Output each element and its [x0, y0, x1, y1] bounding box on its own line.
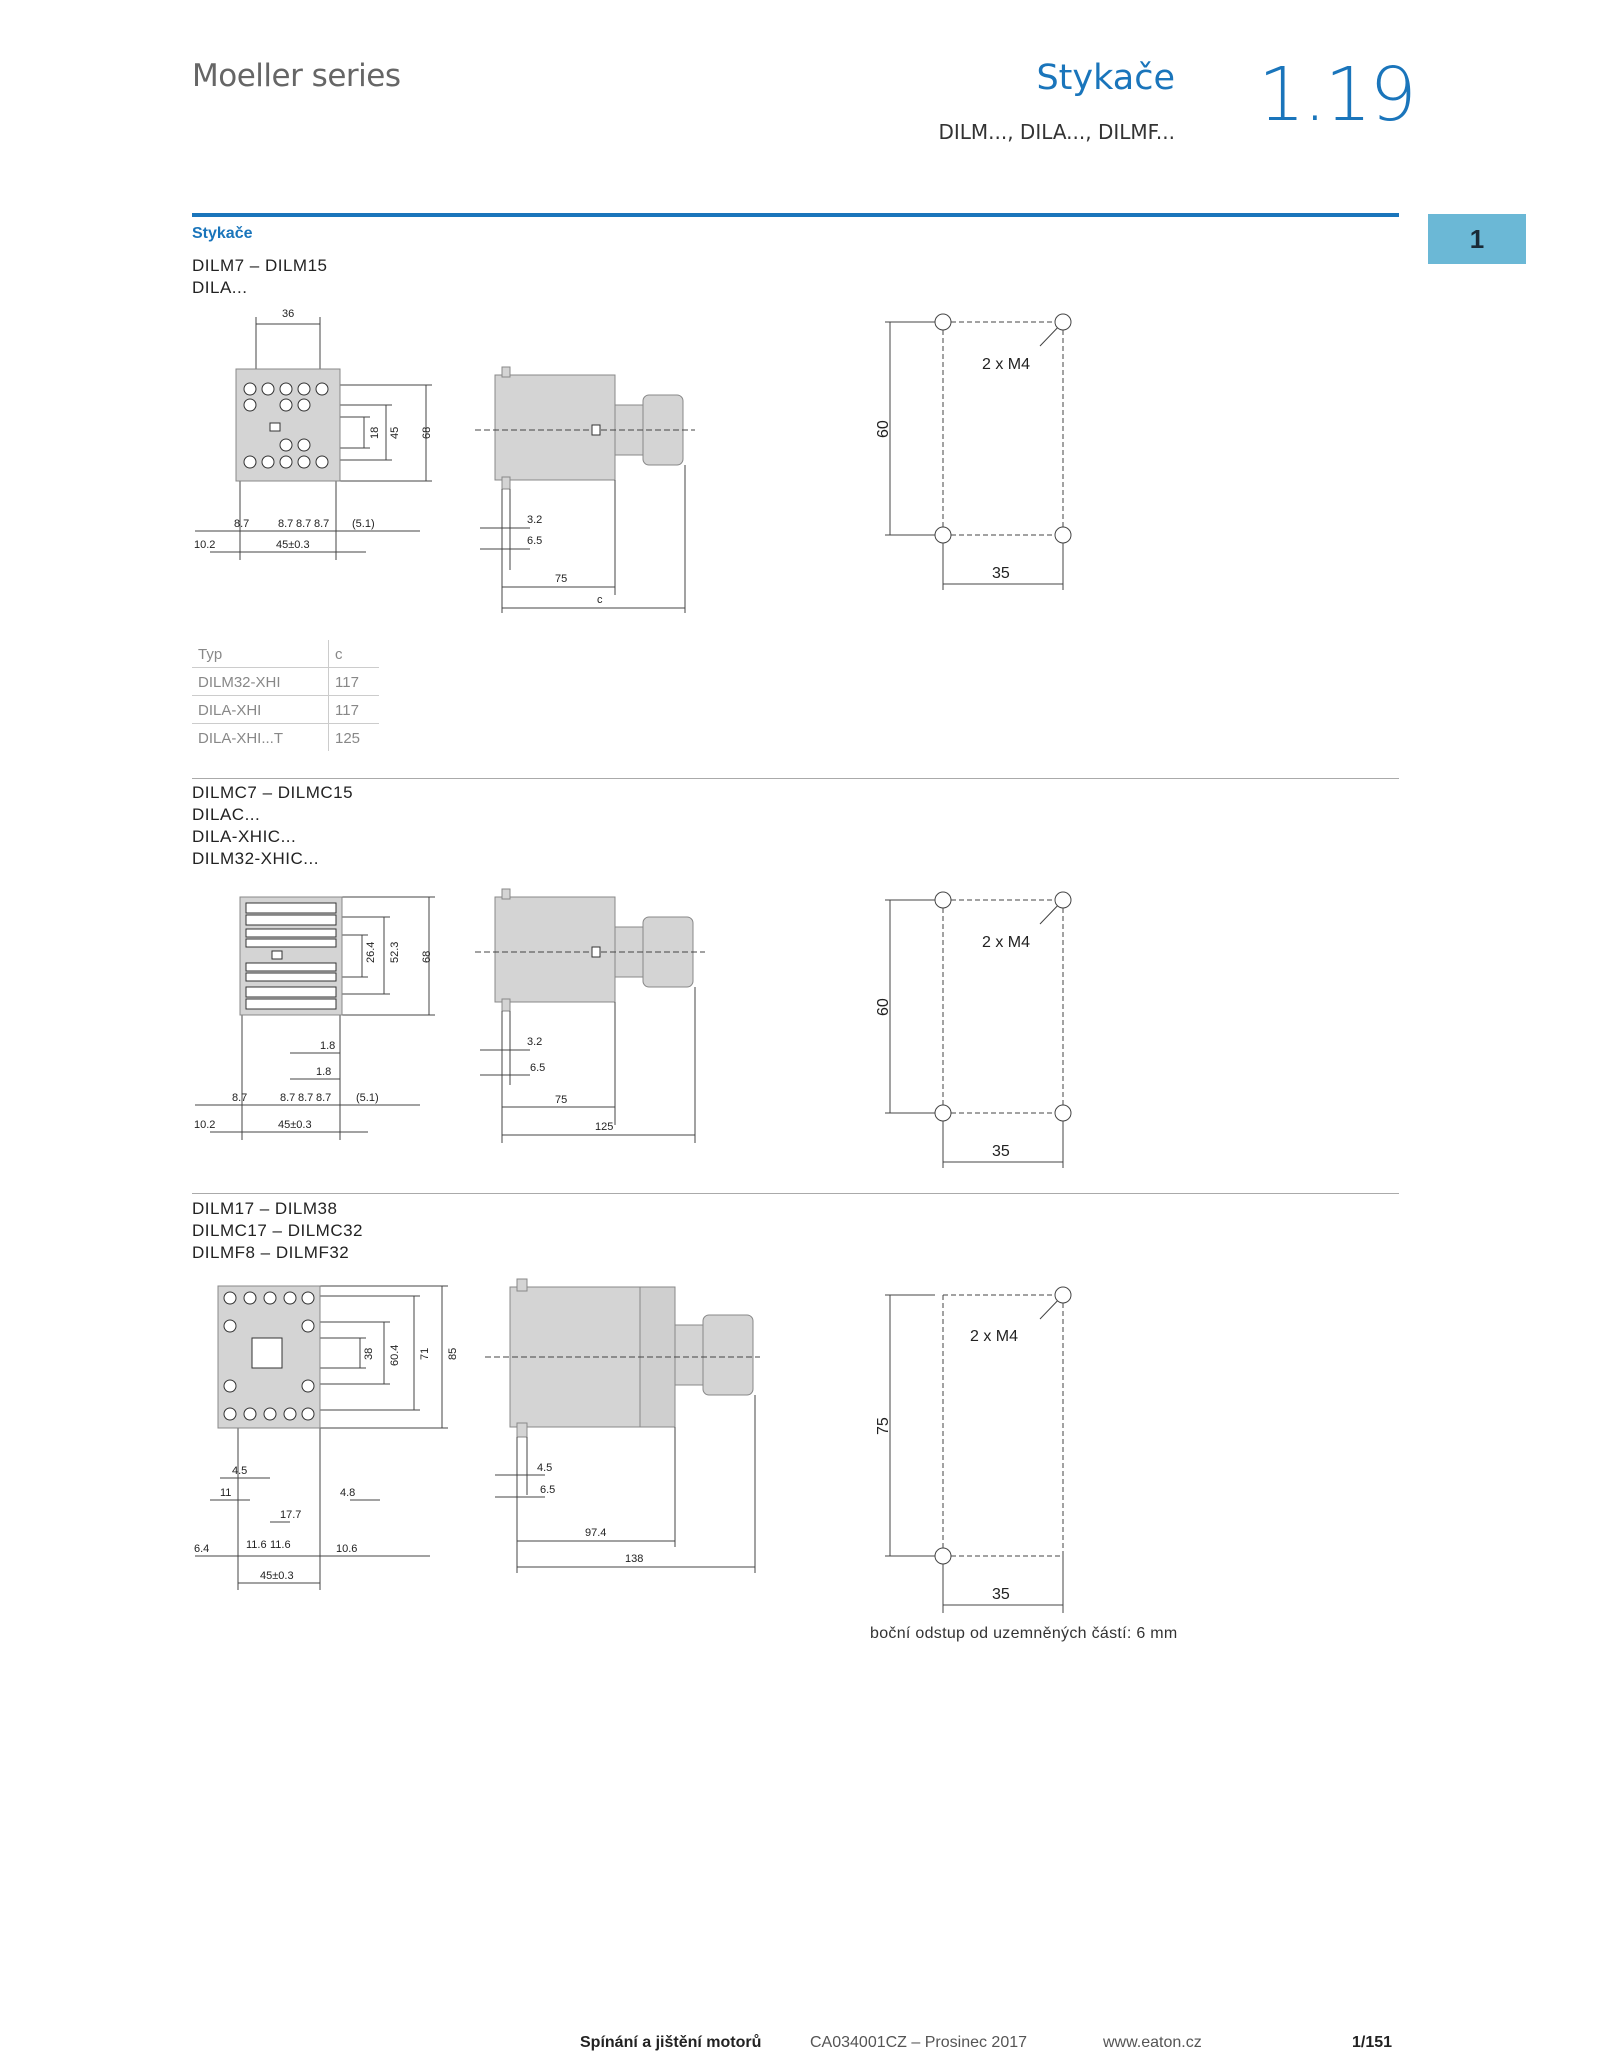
dim-label: 8.7	[234, 518, 250, 530]
dim-label: 6.5	[530, 1062, 546, 1074]
dim-label: 71	[419, 1347, 431, 1360]
dim-label: 8.7	[278, 518, 294, 530]
footer-web-link[interactable]: www.eaton.cz	[1103, 2034, 1202, 2051]
dim-label: 60	[875, 998, 892, 1016]
dim-label: 11	[220, 1487, 232, 1499]
dim-label: 3.2	[527, 1036, 543, 1048]
dim-label: 17.7	[280, 1509, 302, 1521]
chapter-tab[interactable]: 1	[1428, 214, 1526, 264]
dim-label: 45±0.3	[260, 1570, 294, 1582]
dim-label: 125	[595, 1121, 614, 1133]
dim-label: 18	[369, 426, 381, 439]
table-header-row	[192, 640, 379, 668]
dim-label: 138	[625, 1553, 644, 1565]
dim-label: 35	[992, 1586, 1010, 1603]
dim-label: 35	[992, 1143, 1010, 1160]
dim-label: (5.1)	[352, 518, 375, 530]
dim-label: 6.5	[527, 535, 543, 547]
table-row	[192, 668, 379, 696]
dim-label: 11.6	[270, 1539, 291, 1551]
screw-label: 2 x M4	[982, 356, 1031, 373]
dim-label: (5.1)	[356, 1092, 379, 1104]
dim-label: 1.8	[320, 1040, 336, 1052]
dim-label: 68	[421, 950, 433, 963]
dim-label: 45±0.3	[278, 1119, 312, 1131]
dim-label: 75	[555, 573, 568, 585]
page-number: 1/151	[1352, 2034, 1393, 2051]
block3-mounting-drawing	[870, 1283, 1090, 1618]
dim-label: 6.4	[194, 1543, 210, 1555]
dim-label: 8.7	[232, 1092, 248, 1104]
dim-label: 45±0.3	[276, 539, 310, 551]
dim-label: 10.2	[194, 1119, 216, 1131]
dim-label: 3.2	[527, 514, 543, 526]
dim-label: 4.8	[340, 1487, 356, 1499]
dim-label: 36	[282, 308, 295, 320]
model-line: DILM7 – DILM15	[192, 256, 328, 275]
model-line: DILMC7 – DILMC15	[192, 783, 354, 802]
dim-label: 52.3	[389, 941, 401, 963]
dim-label: 8.7	[298, 1092, 314, 1104]
dim-label: c	[597, 594, 603, 606]
block1-side-drawing	[475, 355, 725, 625]
table-cell: 117	[329, 696, 380, 724]
dim-label: 11.6	[246, 1539, 267, 1551]
dim-label: 10.2	[194, 539, 216, 551]
dim-label: 60.4	[389, 1344, 401, 1366]
dim-label: 4.5	[232, 1465, 248, 1477]
dim-label: 75	[555, 1094, 568, 1106]
series-label: Moeller series	[192, 58, 401, 94]
block2-front-drawing	[190, 885, 440, 1145]
block3-models	[192, 1198, 363, 1264]
page-subtitle: DILM..., DILA..., DILMF...	[938, 120, 1175, 144]
table-cell: 117	[329, 668, 380, 696]
dim-label: 97.4	[585, 1527, 607, 1539]
table-row	[192, 724, 379, 752]
table-header: c	[329, 640, 380, 668]
dim-label: 10.6	[336, 1543, 358, 1555]
screw-label: 2 x M4	[982, 934, 1031, 951]
model-line: DILM17 – DILM38	[192, 1199, 338, 1218]
model-line: DILAC...	[192, 805, 261, 824]
table-cell: 125	[335, 729, 361, 747]
block2-models	[192, 782, 353, 870]
dim-label: 8.7	[280, 1092, 296, 1104]
screw-label: 2 x M4	[970, 1328, 1019, 1345]
dim-label: 85	[447, 1347, 459, 1360]
table-cell: DILA-XHI...T	[192, 724, 329, 752]
dim-label: 68	[421, 426, 433, 439]
model-line: DILMF8 – DILMF32	[192, 1243, 350, 1262]
section-number: 1.19	[1258, 52, 1415, 138]
block1-models	[192, 255, 328, 299]
type-table	[192, 640, 379, 751]
table-header: Typ	[192, 640, 329, 668]
block3-side-drawing	[475, 1275, 775, 1580]
dim-label: 8.7	[296, 518, 312, 530]
dim-label: 60	[875, 420, 892, 438]
block2-mounting-drawing	[870, 888, 1090, 1178]
dim-label: 26.4	[365, 941, 377, 963]
block2-side-drawing	[475, 885, 735, 1155]
model-line: DILM32-XHIC...	[192, 849, 319, 868]
dim-label: 38	[363, 1347, 375, 1360]
dim-label: 45	[389, 426, 401, 439]
dim-label: 8.7	[314, 518, 330, 530]
footer-title: Spínání a jištění motorů	[580, 2034, 762, 2051]
dim-label: 75	[875, 1417, 892, 1435]
clearance-note: boční odstup od uzemněných částí: 6 mm	[870, 1625, 1178, 1642]
model-line: DILA...	[192, 278, 248, 297]
block-separator	[192, 1193, 1399, 1194]
header-rule	[192, 213, 1399, 217]
block1-mounting-drawing	[870, 310, 1090, 600]
table-cell: DILA-XHI	[192, 696, 329, 724]
section-heading: Stykače	[192, 225, 253, 242]
block-separator	[192, 778, 1399, 779]
dim-label: 4.5	[537, 1462, 553, 1474]
block3-front-drawing	[190, 1278, 459, 1593]
footer-catalog: CA034001CZ – Prosinec 2017	[810, 2034, 1028, 2051]
dim-label: 6.5	[540, 1484, 556, 1496]
dim-label: 8.7	[316, 1092, 332, 1104]
page-title: Stykače	[1036, 58, 1175, 98]
model-line: DILMC17 – DILMC32	[192, 1221, 364, 1240]
table-row	[192, 696, 379, 724]
dim-label: 35	[992, 565, 1010, 582]
dim-label: 1.8	[316, 1066, 332, 1078]
block1-front-drawing	[190, 305, 440, 565]
model-line: DILA-XHIC...	[192, 827, 297, 846]
table-cell: DILM32-XHI	[192, 668, 329, 696]
